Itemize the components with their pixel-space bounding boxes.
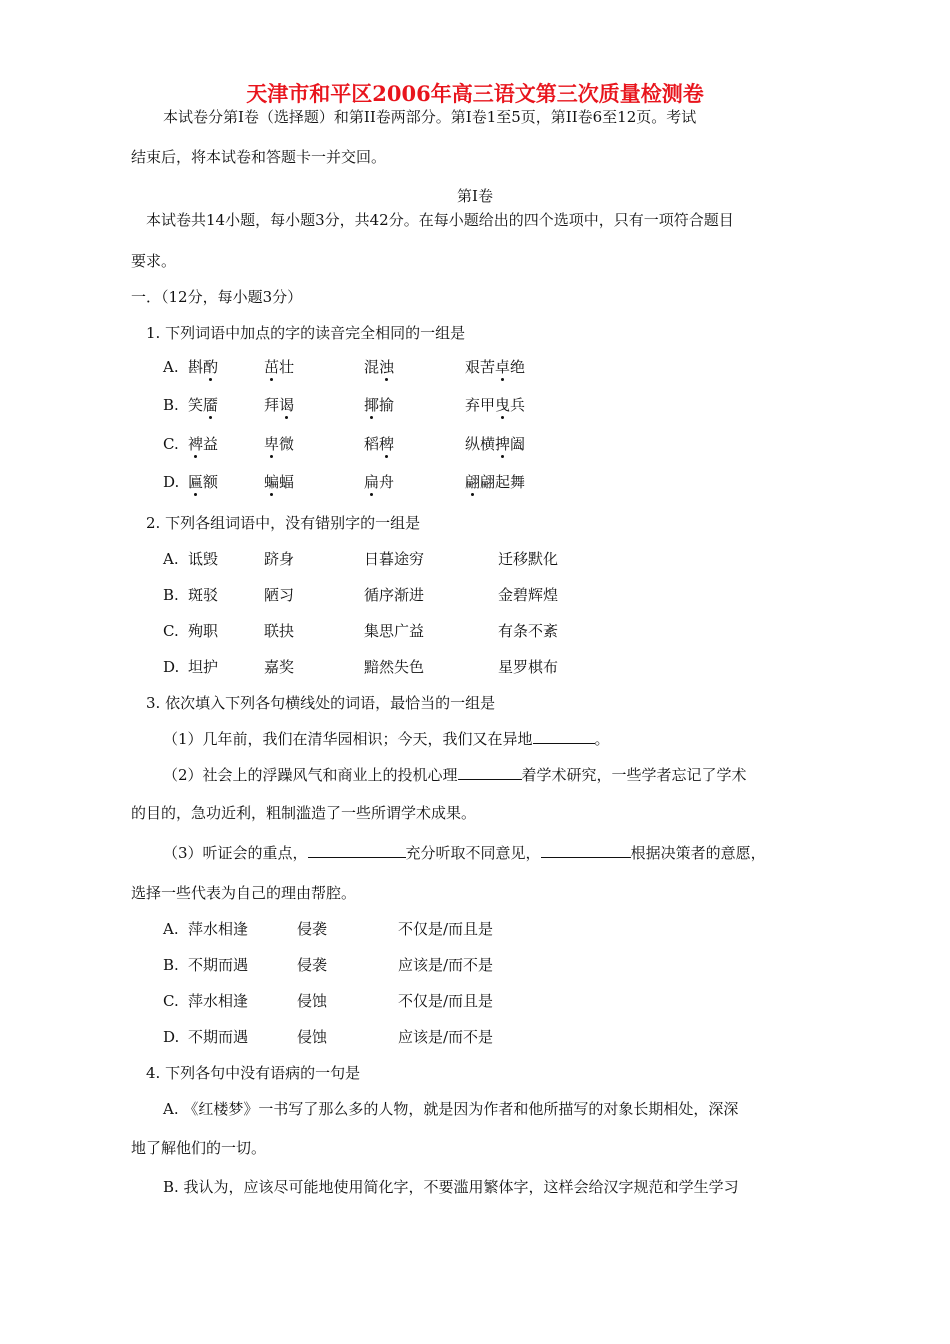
option-word-1 [188,471,218,493]
question-3-sentence-3-cont: 选择一些代表为自己的理由帮腔。 [131,884,357,902]
option-word-2 [264,356,294,378]
option-word-1: 斑驳 [188,586,219,604]
option-word-3: 不仅是/而且是 [398,920,494,938]
sentence-text: 根据决策者的意愿， [630,844,766,862]
option-letter: C. [163,992,179,1010]
option-word-1: 萍水相逢 [188,992,249,1010]
dotted-char: 捭 [495,435,511,453]
option-word-1: 不期而遇 [188,956,249,974]
dotted-char: 稗 [379,435,395,453]
question-2-stem: 2. 下列各组词语中，没有错别字的一组是 [146,514,421,532]
option-word-2: 陋习 [264,586,295,604]
dotted-char: 匾 [188,473,204,491]
option-word-3 [364,471,394,493]
option-word-1: 不期而遇 [188,1028,249,1046]
question-4-option-b-line-1: B. 我认为，应该尽可能地使用简化字，不要滥用繁体字，这样会给汉字规范和学生学习 [163,1178,739,1196]
dotted-char: 茁 [264,358,280,376]
question-4-option-a-line-1: A. 《红楼梦》一书写了那么多的人物，就是因为作者和他所描写的对象长期相处，深深 [163,1100,739,1118]
option-word-4 [465,433,525,455]
fill-blank [541,843,631,858]
option-word-3: 应该是/而不是 [398,1028,494,1046]
dotted-char: 翩 [465,473,481,491]
word-char: 微 [279,435,295,453]
option-word-1 [188,433,218,455]
option-word-2: 跻身 [264,550,295,568]
option-letter: A. [163,358,179,376]
option-letter: B. [163,956,179,974]
dotted-char: 卓 [495,358,511,376]
word-char: 额 [203,473,219,491]
option-word-2: 侵蚀 [297,992,328,1010]
option-word-1: 诋毁 [188,550,219,568]
dotted-char: 卑 [264,435,280,453]
option-word-3: 循序渐进 [364,586,425,604]
word-char: 蝠 [279,473,295,491]
question-4-option-a-line-2: 地了解他们的一切。 [131,1139,267,1157]
option-letter: D. [163,473,180,491]
option-word-2 [264,394,294,416]
question-3-sentence-2 [163,764,747,786]
question-3-stem: 3. 依次填入下列各句横线处的词语，最恰当的一组是 [146,694,496,712]
fill-blank [458,765,522,780]
option-word-3: 不仅是/而且是 [398,992,494,1010]
sentence-text: （1）几年前，我们在清华园相识；今天，我们又在异地 [163,730,533,748]
option-letter: B. [163,396,179,414]
word-char: 混 [364,358,380,376]
option-word-3: 黯然失色 [364,658,425,676]
sentence-text: （2）社会上的浮躁风气和商业上的投机心理 [163,766,458,784]
word-char: 斟 [188,358,204,376]
part-heading: 一．（12分，每小题3分） [131,288,303,306]
option-word-1: 殉职 [188,622,219,640]
fill-blank [533,729,595,744]
option-letter: B. [163,586,179,604]
intro-line-2: 结束后，将本试卷和答题卡一并交回。 [131,148,387,166]
fill-blank [308,843,406,858]
word-char: 笑 [188,396,204,414]
option-word-1 [188,356,218,378]
option-letter: C. [163,435,179,453]
dotted-char: 扁 [364,473,380,491]
dotted-char: 谒 [279,396,295,414]
section-intro-line-1: 本试卷共14小题，每小题3分，共42分。在每小题给出的四个选项中，只有一项符合题目 [146,211,734,229]
section-intro-line-2: 要求。 [131,252,177,270]
option-word-2: 侵蚀 [297,1028,328,1046]
question-1-stem: 1. 下列词语中加点的字的读音完全相同的一组是 [146,324,466,342]
option-word-1: 坦护 [188,658,219,676]
option-word-4 [465,471,525,493]
dotted-char: 曳 [495,396,511,414]
word-char: 稻 [364,435,380,453]
option-word-3 [364,356,394,378]
option-letter: A. [163,920,179,938]
word-char: 艰苦 [465,358,496,376]
dotted-char: 靥 [203,396,219,414]
word-char: 兵 [510,396,526,414]
option-word-2: 侵袭 [297,956,328,974]
word-char: 弃甲 [465,396,496,414]
sentence-text: 充分听取不同意见， [405,844,541,862]
word-char: 壮 [279,358,295,376]
intro-line-1: 本试卷分第I卷（选择题）和第II卷两部分。第I卷1至5页，第II卷6至12页。考试 [163,108,697,126]
word-char: 绝 [510,358,526,376]
word-char: 舟 [379,473,395,491]
question-3-sentence-3 [163,842,766,864]
document-title: 天津市和平区2006年高三语文第三次质量检测卷 [246,81,704,106]
option-word-2: 联抉 [264,622,295,640]
option-word-4: 迁移默化 [498,550,559,568]
word-char: 益 [203,435,219,453]
option-word-3 [364,394,394,416]
word-char: 阖 [510,435,526,453]
word-char: 翩起舞 [480,473,526,491]
option-word-3: 集思广益 [364,622,425,640]
option-word-2 [264,433,294,455]
option-letter: D. [163,658,180,676]
option-letter: D. [163,1028,180,1046]
option-word-3: 应该是/而不是 [398,956,494,974]
dotted-char: 酌 [203,358,219,376]
option-word-4: 金碧辉煌 [498,586,559,604]
option-letter: A. [163,550,179,568]
sentence-text: 。 [594,730,610,748]
question-3-sentence-1 [163,728,610,750]
option-word-2: 嘉奖 [264,658,295,676]
word-char: 拜 [264,396,280,414]
option-word-4 [465,394,525,416]
dotted-char: 蝙 [264,473,280,491]
sentence-text: （3）听证会的重点， [163,844,308,862]
option-letter: C. [163,622,179,640]
option-word-2: 侵袭 [297,920,328,938]
option-word-1 [188,394,218,416]
option-word-2 [264,471,294,493]
question-4-stem: 4. 下列各句中没有语病的一句是 [146,1064,361,1082]
dotted-char: 裨 [188,435,204,453]
option-word-1: 萍水相逢 [188,920,249,938]
sentence-text: 着学术研究，一些学者忘记了学术 [521,766,747,784]
option-word-3 [364,433,394,455]
word-char: 揄 [379,396,395,414]
question-3-sentence-2-cont: 的目的，急功近利，粗制滥造了一些所谓学术成果。 [131,804,477,822]
dotted-char: 浊 [379,358,395,376]
option-word-3: 日暮途穷 [364,550,425,568]
option-word-4: 星罗棋布 [498,658,559,676]
option-word-4: 有条不紊 [498,622,559,640]
option-word-4 [465,356,525,378]
word-char: 纵横 [465,435,496,453]
dotted-char: 揶 [364,396,380,414]
section-title: 第I卷 [457,187,493,205]
